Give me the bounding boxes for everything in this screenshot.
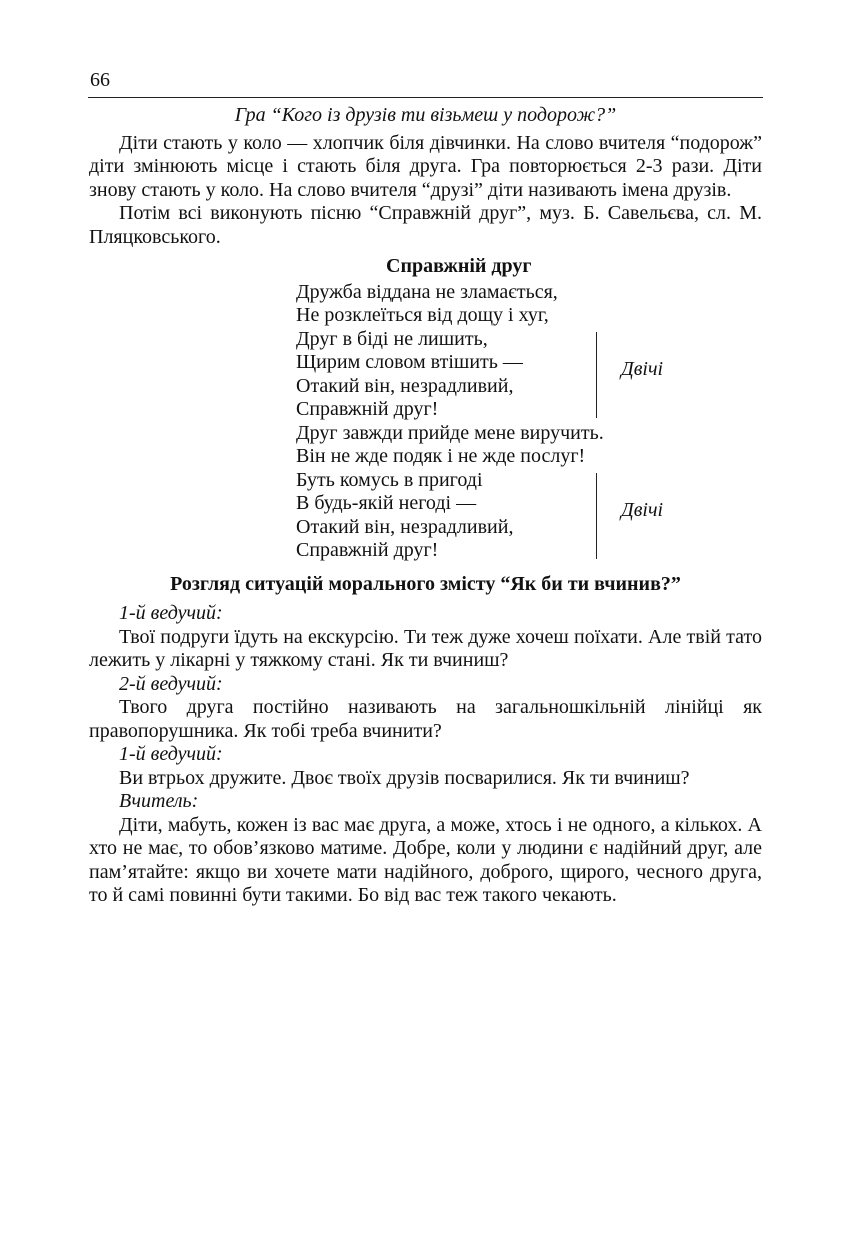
song-line: Він не жде подяк і не жде послуг! bbox=[296, 445, 586, 467]
song-line: Буть комусь в пригоді bbox=[296, 468, 483, 491]
song-line: Отакий він, незрадливий, bbox=[296, 374, 514, 397]
page-content bbox=[89, 104, 762, 908]
game-title: Гра “Кого із друзів ти візьмеш у подорож?” bbox=[234, 104, 617, 126]
song-line: Справжній друг! bbox=[296, 398, 439, 420]
song-line: Щирим словом втішить — bbox=[296, 351, 523, 373]
song-title: Справжній друг bbox=[386, 255, 532, 277]
speaker-label: Вчитель: bbox=[119, 790, 199, 812]
header-rule bbox=[88, 97, 763, 98]
song-block bbox=[296, 255, 762, 563]
song-line: Справжній друг! bbox=[296, 539, 439, 561]
game-paragraph: Потім всі виконують пісню “Справжній друг”, муз. Б. Савельєва, сл. М. Пляцковського. bbox=[89, 202, 762, 248]
game-paragraph: Діти стають у коло — хлопчик біля дівчинки. На слово вчителя “подорож” діти змінюють місце і стають біля друга. Гра повторюється 2-3 рази. Діти знову стають у коло. На слово вчителя “друзі” діти називають імена друзів. bbox=[89, 131, 762, 201]
situation-text: Твої подруги їдуть на екскурсію. Ти теж дуже хочеш поїхати. Але твій тато лежить у лікарні у тяжкому стані. Як ти вчиниш? bbox=[89, 625, 762, 671]
song-line: Отакий він, незрадливий, bbox=[296, 515, 514, 538]
situation-text: Ви втрьох дружите. Двоє твоїх друзів посварилися. Як ти вчиниш? bbox=[119, 766, 690, 789]
teacher-text: Діти, мабуть, кожен із вас має друга, а може, хтось і не одного, а кількох. А хто не має, то обов’язково матиме. Добре, коли у людини є надійний друг, але пам’ятайте: якщо ви хочете мати надійного, доброго, щирого, чесного друга, то й самі повинні бути такими. Бо від вас теж такого чекають. bbox=[89, 813, 762, 906]
speaker-label: 1-й ведучий: bbox=[119, 602, 223, 624]
page-number: 66 bbox=[90, 69, 110, 91]
song-line: Друг завжди прийде мене виручить. bbox=[296, 421, 604, 444]
repeat-label: Двічі bbox=[621, 357, 664, 380]
speaker-label: 1-й ведучий: bbox=[119, 743, 223, 765]
situation-text: Твого друга постійно називають на загальношкільній лінійці як правопорушника. Як тобі треба вчинити? bbox=[89, 696, 762, 742]
song-line: Не розклеїться від дощу і хуг, bbox=[296, 304, 549, 326]
speaker-label: 2-й ведучий: bbox=[119, 672, 223, 695]
song-line: Дружба віддана не зламається, bbox=[296, 280, 558, 303]
section-title: Розгляд ситуацій морального змісту “Як би ти вчинив?” bbox=[170, 572, 681, 595]
song-line: Друг в біді не лишить, bbox=[296, 327, 488, 350]
repeat-group-1 bbox=[296, 328, 762, 422]
repeat-bracket bbox=[596, 473, 597, 559]
song-line: В будь-якій негоді — bbox=[296, 492, 477, 514]
repeat-label: Двічі bbox=[621, 498, 664, 521]
repeat-bracket bbox=[596, 332, 597, 418]
repeat-group-2 bbox=[296, 469, 762, 563]
